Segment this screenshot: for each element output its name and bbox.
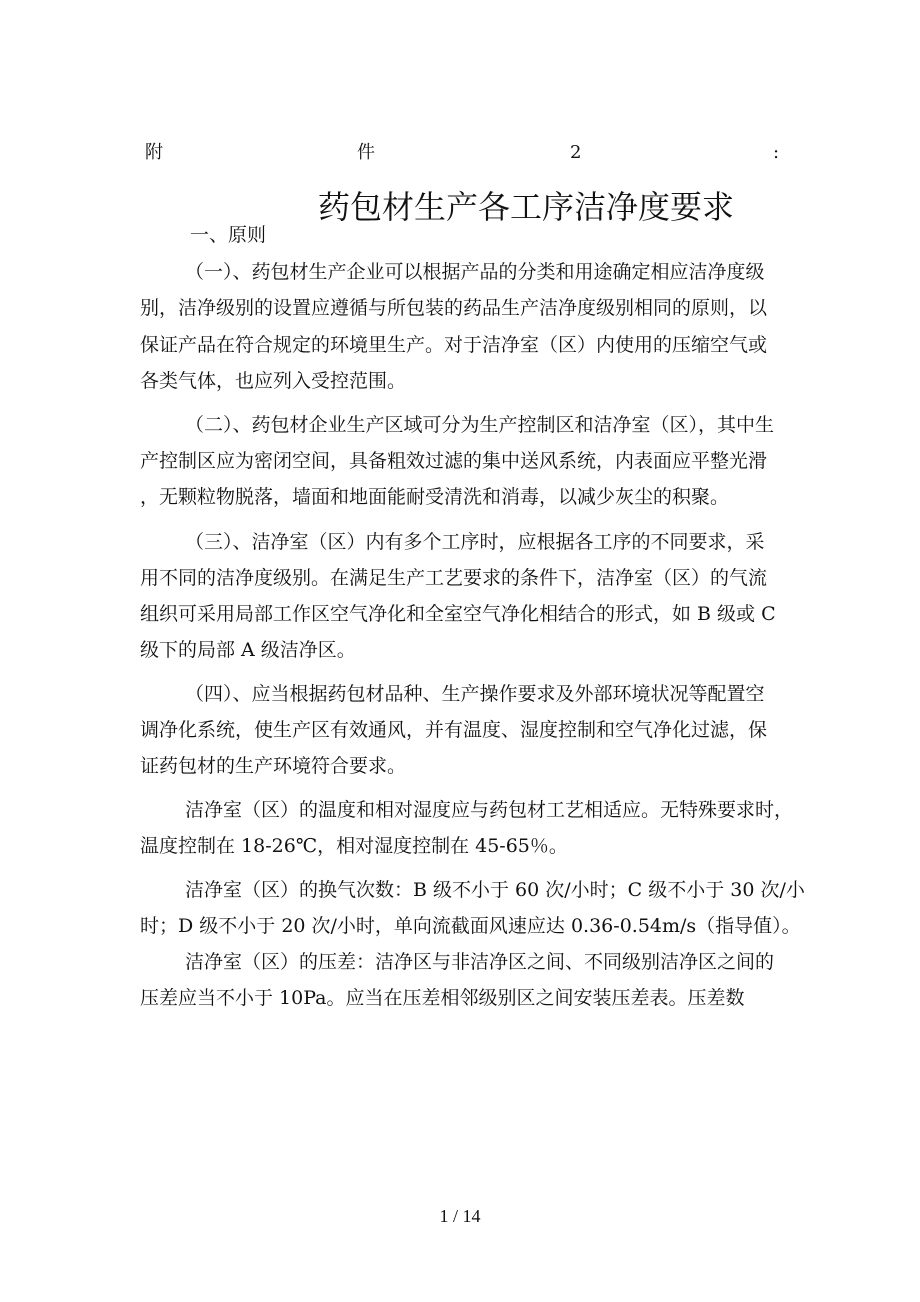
text-line: 保证产品在符合规定的环境里生产。对于洁净室（区）内使用的压缩空气或 — [140, 334, 768, 356]
text-line: 压差应当不小于 10Pa。应当在压差相邻级别区之间安装压差表。压差数 — [140, 987, 745, 1009]
text-line: 洁净室（区）的压差：洁净区与非洁净区之间、不同级别洁净区之间的 — [185, 951, 775, 973]
text-line: （一）、药包材生产企业可以根据产品的分类和用途确定相应洁净度级 — [185, 261, 765, 283]
header-char: 件 — [357, 142, 375, 163]
header-char: : — [773, 142, 780, 163]
text-line: 洁净室（区）的温度和相对湿度应与药包材工艺相适应。无特殊要求时， — [185, 799, 794, 821]
text-line: 温度控制在 18-26℃，相对湿度控制在 45-65％。 — [140, 835, 568, 857]
section-heading: 一、原则 — [190, 224, 267, 246]
text-line: 级下的局部 A 级洁净区。 — [140, 639, 356, 661]
text-line: 产控制区应为密闭空间，具备粗效过滤的集中送风系统，内表面应平整光滑 — [140, 450, 768, 472]
text-line: 证药包材的生产环境符合要求。 — [140, 755, 407, 777]
document-title: 药包材生产各工序洁净度要求 — [318, 188, 735, 226]
text-line: （三）、洁净室（区）内有多个工序时，应根据各工序的不同要求，采 — [185, 531, 765, 553]
text-line: 组织可采用局部工作区空气净化和全室空气净化相结合的形式，如 B 级或 C — [140, 603, 776, 625]
text-line: 用不同的洁净度级别。在满足生产工艺要求的条件下，洁净室（区）的气流 — [140, 567, 768, 589]
header-char: 附 — [145, 142, 163, 163]
text-line: 洁净室（区）的换气次数：B 级不小于 60 次/小时；C 级不小于 30 次/小 — [185, 879, 805, 901]
text-line: 别，洁净级别的设置应遵循与所包装的药品生产洁净度级别相同的原则，以 — [140, 297, 768, 319]
page-number: 1 / 14 — [439, 1206, 481, 1226]
text-line: （四）、应当根据药包材品种、生产操作要求及外部环境状况等配置空 — [185, 683, 765, 705]
text-line: 各类气体，也应列入受控范围。 — [140, 370, 407, 392]
text-line: 时；D 级不小于 20 次/小时，单向流截面风速应达 0.36-0.54m/s（指导值）。 — [140, 915, 801, 937]
text-line: ，无颗粒物脱落，墙面和地面能耐受清洗和消毒，以减少灰尘的积聚。 — [140, 486, 730, 508]
text-line: （二）、药包材企业生产区域可分为生产控制区和洁净室（区），其中生 — [185, 414, 775, 436]
text-line: 调净化系统，使生产区有效通风，并有温度、湿度控制和空气净化过滤，保 — [140, 719, 768, 741]
header-char: 2 — [570, 142, 582, 163]
